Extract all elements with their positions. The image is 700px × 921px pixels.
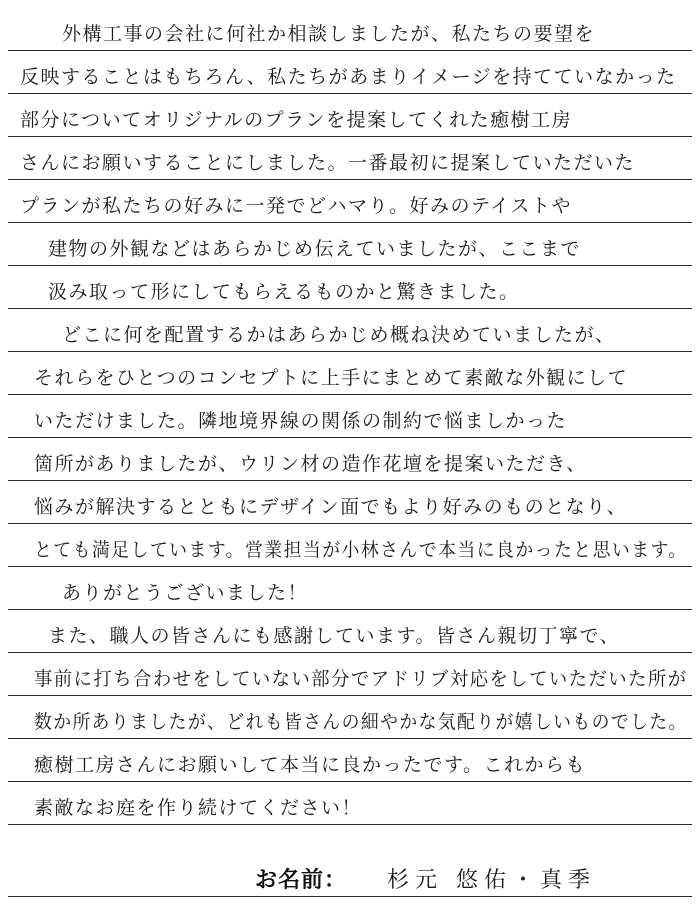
letter-line: どこに何を配置するかはあらかじめ概ね決めていましたが、 bbox=[62, 324, 616, 346]
letter-line: 反映することはもちろん、私たちがあまりイメージを持てていなかった bbox=[20, 66, 677, 88]
letter-line: 悩みが解決するとともにデザイン面でもより好みのものとなり、 bbox=[34, 496, 628, 518]
letter-line: さんにお願いすることにしました。一番最初に提案していただいた bbox=[20, 152, 636, 174]
signature-row bbox=[255, 858, 596, 898]
ruled-line bbox=[8, 265, 692, 266]
ruled-line bbox=[8, 652, 692, 653]
letter-line: とても満足しています。営業担当が小林さんで本当に良かったと思います。 bbox=[34, 539, 688, 561]
ruled-line bbox=[8, 179, 692, 180]
letter-line: それらをひとつのコンセプトに上手にまとめて素敵な外観にして bbox=[34, 367, 629, 389]
ruled-line bbox=[8, 222, 692, 223]
ruled-line bbox=[8, 93, 692, 94]
letter-line: 汲み取って形にしてもらえるものかと驚きました。 bbox=[48, 281, 520, 303]
letter-line: 外構工事の会社に何社か相談しましたが、私たちの要望を bbox=[62, 23, 596, 45]
letter-line: プランが私たちの好みに一発でどハマり。好みのテイストや bbox=[20, 195, 572, 217]
ruled-line bbox=[8, 824, 692, 825]
ruled-line bbox=[8, 695, 692, 696]
ruled-line bbox=[8, 738, 692, 739]
letter-line: また、職人の皆さんにも感謝しています。皆さん親切丁寧で、 bbox=[48, 625, 621, 647]
ruled-line bbox=[8, 480, 692, 481]
ruled-line bbox=[8, 394, 692, 395]
letter-line: 箇所がありましたが、ウリン材の造作花壇を提案いただき、 bbox=[34, 453, 587, 475]
signature-label: お名前： bbox=[255, 867, 348, 893]
letter-line: 素敵なお庭を作り続けてください！ bbox=[34, 797, 363, 819]
ruled-line bbox=[8, 136, 692, 137]
ruled-line bbox=[8, 308, 692, 309]
ruled-line bbox=[8, 566, 692, 567]
ruled-line bbox=[8, 437, 692, 438]
ruled-line bbox=[8, 609, 692, 610]
ruled-line bbox=[8, 523, 692, 524]
ruled-line bbox=[8, 50, 692, 51]
letter-line: 部分についてオリジナルのプランを提案してくれた癒樹工房 bbox=[20, 109, 573, 131]
ruled-line bbox=[8, 781, 692, 782]
letter-line: ありがとうございました！ bbox=[62, 582, 309, 604]
signature-name: 杉元 悠佑・真季 bbox=[387, 867, 597, 893]
letter-line: 事前に打ち合わせをしていない部分でアドリブ対応をしていただいた所が bbox=[34, 668, 688, 690]
letter-line: 建物の外観などはあらかじめ伝えていましたが、ここまで bbox=[48, 238, 582, 260]
letter-line: 数か所ありましたが、どれも皆さんの細やかな気配りが嬉しいものでした。 bbox=[34, 711, 688, 733]
letter-line: 癒樹工房さんにお願いして本当に良かったです。これからも bbox=[34, 754, 586, 776]
ruled-line bbox=[8, 351, 692, 352]
letter-line: いただけました。隣地境界線の関係の制約で悩ましかった bbox=[34, 410, 568, 432]
